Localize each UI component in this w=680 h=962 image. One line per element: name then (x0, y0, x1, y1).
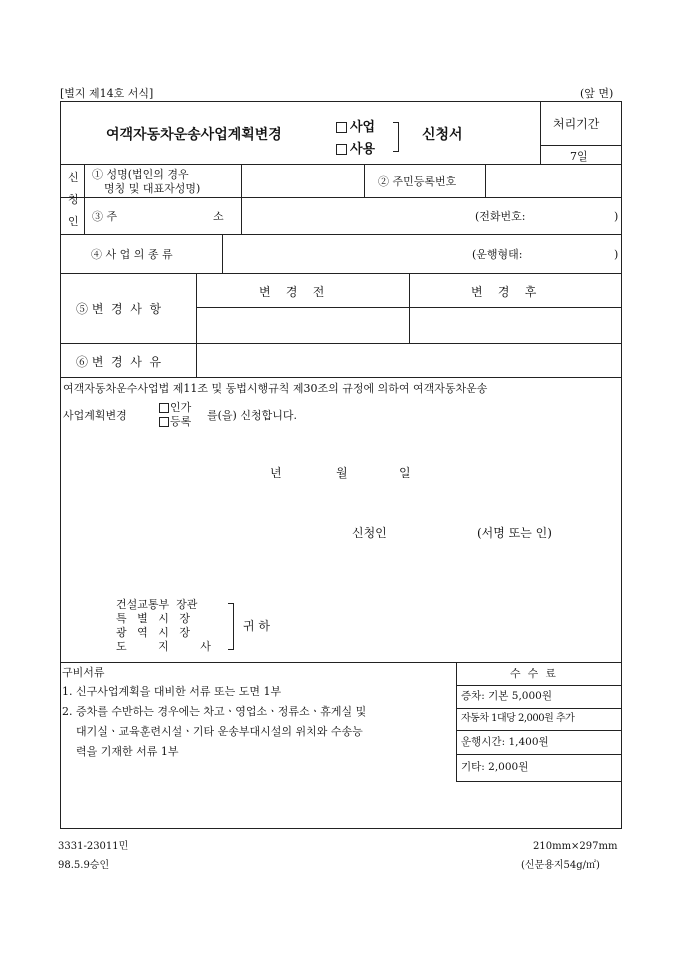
date-year: 년 (270, 466, 282, 480)
checkbox-business[interactable] (336, 122, 347, 133)
form-title-suffix: 신청서 (422, 127, 463, 143)
date-month: 월 (336, 466, 348, 480)
phone-field[interactable] (538, 204, 610, 228)
documents-title: 구비서류 (62, 666, 105, 679)
before-change-label: 변 경 전 (259, 285, 325, 299)
form-title: 여객자동차운송사업계획변경 (106, 127, 282, 143)
addressee-line4: 도 지 사 (116, 640, 211, 653)
addressee-line2: 특 별 시 장 (116, 612, 190, 625)
footer-size: 210mm×297mm (533, 841, 618, 852)
form-number: [별지 제14호 서식] (60, 87, 154, 100)
business-type-label: ④ 사 업 의 종 류 (91, 248, 173, 261)
name-label-1: ① 성명(법인의 경우 (92, 168, 189, 181)
documents-item2-line2: 대기실ㆍ교육훈련시설ㆍ기타 운송부대시설의 위치와 수송능 (76, 725, 363, 738)
statement-line2-suffix: 를(을) 신청합니다. (207, 409, 297, 422)
documents-item1: 1. 신구사업계획을 대비한 서류 또는 도면 1부 (62, 685, 282, 698)
resident-number-label: ② 주민등록번호 (378, 175, 457, 188)
checkbox-registration[interactable] (159, 417, 169, 427)
footer-code: 3331-23011민 (58, 841, 129, 852)
fee-row-2: 자동차 1대당 2,000원 추가 (461, 713, 575, 724)
operation-type-field[interactable] (538, 241, 610, 265)
option-registration: 등록 (159, 416, 191, 427)
before-change-field[interactable] (199, 309, 407, 341)
after-change-field[interactable] (412, 309, 618, 341)
applicant-signature-label: 신청인 (352, 526, 387, 540)
option-business: 사업 (336, 116, 375, 135)
addressee-line1: 건설교통부 장관 (116, 598, 198, 611)
change-reason-field[interactable] (199, 345, 618, 375)
phone-label: (전화번호: (475, 210, 526, 223)
name-label-2: 명칭 및 대표자성명) (104, 182, 201, 195)
resident-number-field[interactable] (487, 166, 619, 196)
change-items-label: ⑤ 변 경 사 항 (76, 302, 162, 316)
statement-line2-prefix: 사업계획변경 (63, 409, 127, 422)
footer-approval: 98.5.9승인 (58, 860, 110, 871)
applicant-side-2: 청 (68, 193, 79, 206)
signature-hint: (서명 또는 인) (477, 526, 552, 540)
operation-type-label: (운행형태: (472, 248, 523, 261)
fee-row-4: 기타: 2,000원 (461, 761, 529, 773)
fee-row-3: 운행시간: 1,400원 (461, 736, 549, 748)
option-usage: 사용 (336, 138, 375, 157)
applicant-side-3: 인 (68, 215, 79, 228)
after-change-label: 변 경 후 (471, 285, 537, 299)
date-day: 일 (399, 466, 411, 480)
checkbox-approval[interactable] (159, 403, 169, 413)
documents-item2-line1: 2. 증차를 수반하는 경우에는 차고ㆍ영업소ㆍ정류소ㆍ휴게실 및 (62, 705, 367, 718)
statement-line1: 여객자동차운수사업법 제11조 및 동법시행규칙 제30조의 규정에 의하여 여객자동차운송 (63, 382, 488, 395)
processing-period-label: 처리기간 (553, 117, 600, 131)
processing-period-value: 7일 (570, 150, 588, 163)
addressee-bracket (228, 603, 234, 650)
fee-row-1: 증차: 기본 5,000원 (461, 690, 552, 702)
page-side: (앞 면) (580, 87, 614, 100)
business-type-field[interactable] (225, 237, 465, 271)
operation-type-close: ) (614, 248, 619, 261)
addressee-line3: 광 역 시 장 (116, 626, 190, 639)
signature-field[interactable] (395, 520, 473, 542)
addressee-honorific: 귀 하 (243, 619, 270, 633)
footer-paper: (신문용지54g/㎡) (521, 860, 600, 871)
address-label: ③ 주 (92, 210, 118, 223)
phone-close: ) (614, 210, 619, 223)
option-approval: 인가 (159, 402, 191, 413)
fees-title: 수 수 료 (510, 667, 556, 680)
address-field[interactable] (243, 199, 473, 233)
change-reason-label: ⑥ 변 경 사 유 (76, 355, 162, 369)
name-field[interactable] (243, 166, 363, 196)
checkbox-usage[interactable] (336, 144, 347, 155)
applicant-side-1: 신 (68, 171, 79, 184)
title-bracket (393, 122, 399, 152)
documents-item2-line3: 력을 기재한 서류 1부 (76, 745, 179, 758)
address-label-end: 소 (213, 210, 224, 223)
